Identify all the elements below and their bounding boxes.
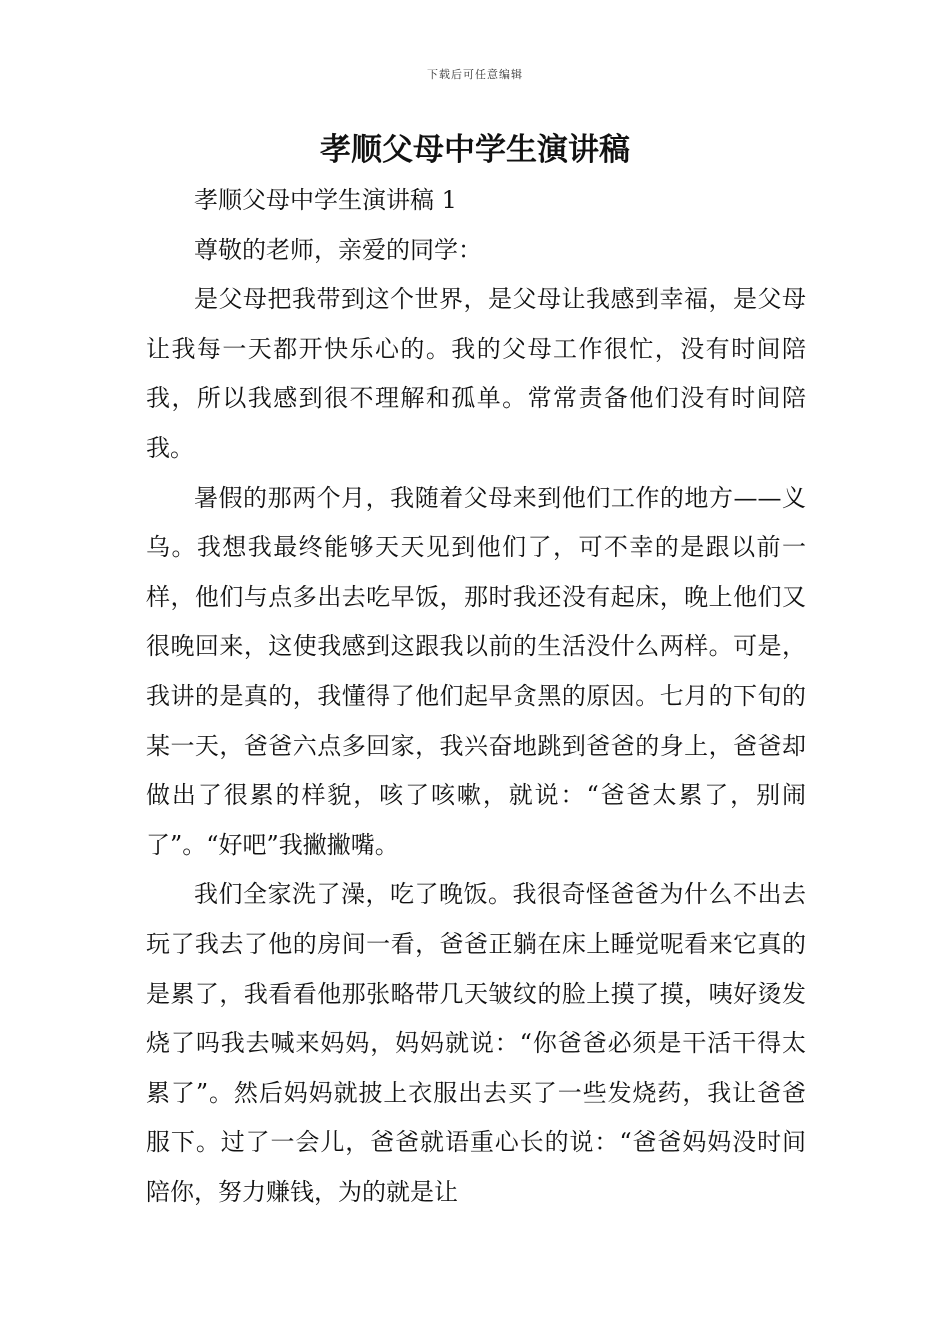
header-note: 下载后可任意编辑 xyxy=(427,68,523,81)
subtitle-paragraph: 孝顺父母中学生演讲稿 1 xyxy=(194,186,457,214)
body-paragraph: 暑假的那两个月，我随着父母来到他们工作的地方——义乌。我想我最终能够天天见到他们了，可不幸的是跟以前一样，他们与点多出去吃早饭，那时我还没有起床，晚上他们又很晚回来，这使我感到这跟我以前的生活没什么两样。可是，我讲的是真的，我懂得了他们起早贪黑的原因。七月的下旬的某一天，爸爸六点多回家，我兴奋地跳到爸爸的身上，爸爸却做出了很累的样貌，咳了咳嗽，就说：“爸爸太累了，别闹了”。“好吧”我撇撇嘴。 xyxy=(146,483,806,859)
body-paragraph: 是父母把我带到这个世界，是父母让我感到幸福，是父母让我每一天都开快乐心的。我的父母工作很忙，没有时间陪我，所以我感到很不理解和孤单。常常责备他们没有时间陪我。 xyxy=(146,285,806,462)
salutation-paragraph: 尊敬的老师，亲爱的同学： xyxy=(194,235,482,264)
body-paragraph: 我们全家洗了澡，吃了晚饭。我很奇怪爸爸为什么不出去玩了我去了他的房间一看，爸爸正躺在床上睡觉呢看来它真的是累了，我看看他那张略带几天皱纹的脸上摸了摸，咦好烫发烧了吗我去喊来妈妈，妈妈就说：“你爸爸必须是干活干得太累了”。然后妈妈就披上衣服出去买了一些发烧药，我让爸爸服下。过了一会儿，爸爸就语重心长的说：“爸爸妈妈没时间陪你，努力赚钱，为的就是让 xyxy=(146,880,806,1206)
document-title: 孝顺父母中学生演讲稿 xyxy=(320,132,630,168)
document-body xyxy=(146,176,806,1217)
